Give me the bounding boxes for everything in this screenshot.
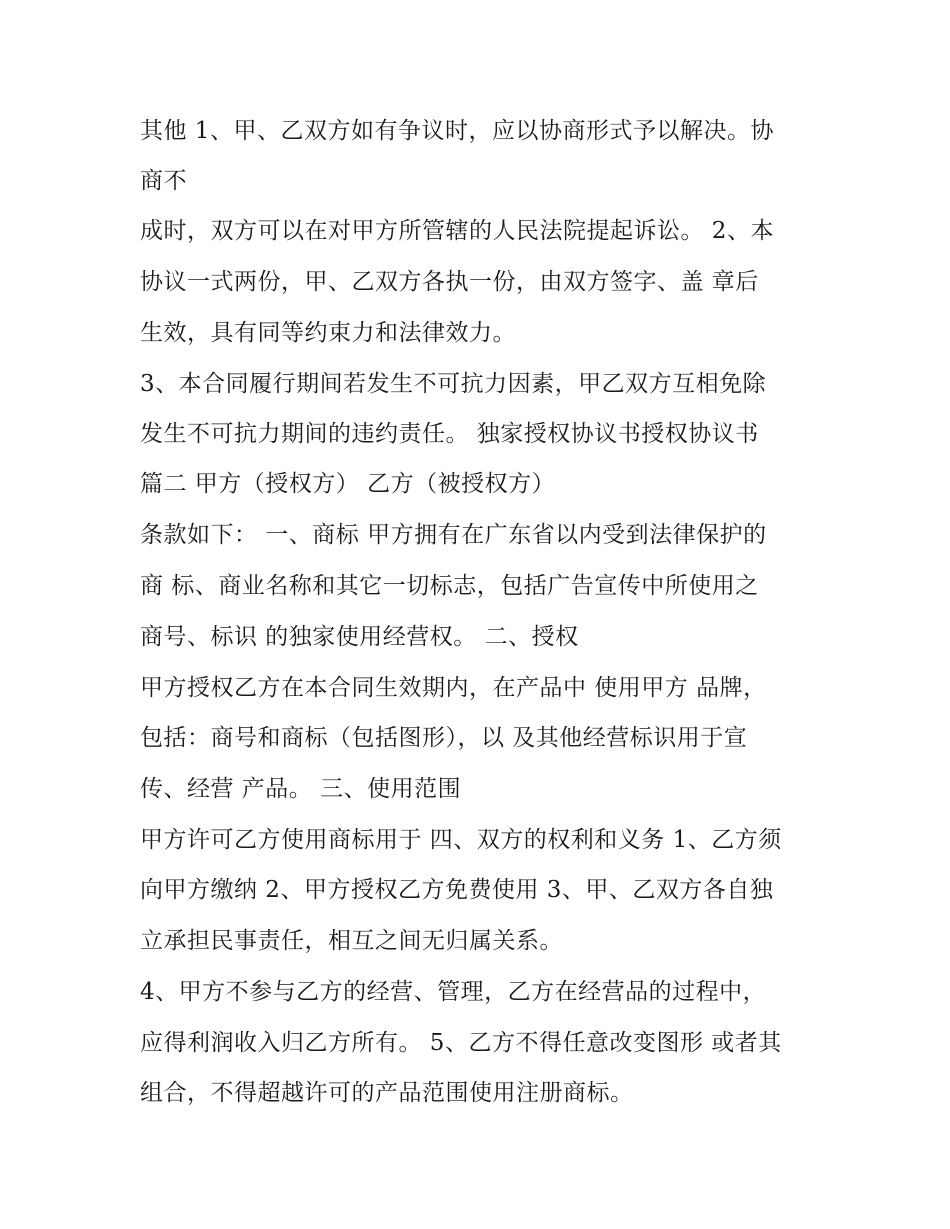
paragraph-line-11: 商号、标识 的独家使用经营权。 二、授权 xyxy=(140,624,579,650)
paragraph-line-4: 协议一式两份，甲、乙双方各执一份，由双方签字、盖 章后 xyxy=(140,269,759,295)
paragraph-line-3: 成时，双方可以在对甲方所管辖的人民法院提起诉讼。 2、本 xyxy=(140,218,774,244)
paragraph-line-17: 立承担民事责任，相互之间无归属关系。 xyxy=(140,928,563,954)
paragraph-line-19: 应得利润收入归乙方所有。 5、乙方不得任意改变图形 或者其 xyxy=(140,1030,782,1056)
paragraph-line-12: 甲方授权乙方在本合同生效期内，在产品中 使用甲方 品牌， xyxy=(140,675,767,701)
paragraph-line-10: 商 标、商业名称和其它一切标志，包括广告宣传中所使用之 xyxy=(140,573,759,599)
paragraph-line-20: 组合，不得超越许可的产品范围使用注册商标。 xyxy=(140,1080,634,1106)
paragraph-line-18: 4、甲方不参与乙方的经营、管理，乙方在经营品的过程中， xyxy=(140,979,767,1005)
paragraph-line-9: 条款如下： 一、商标 甲方拥有在广东省以内受到法律保护的 xyxy=(140,522,767,548)
paragraph-line-16: 向甲方缴纳 2、甲方授权乙方免费使用 3、甲、乙双方各自独 xyxy=(140,877,774,903)
paragraph-line-5: 生效，具有同等约束力和法律效力。 xyxy=(140,320,516,346)
paragraph-line-6: 3、本合同履行期间若发生不可抗力因素，甲乙双方互相免除 xyxy=(140,371,767,397)
paragraph-line-8: 篇二 甲方（授权方） 乙方（被授权方） xyxy=(140,471,556,497)
paragraph-line-13: 包括：商号和商标（包括图形），以 及其他经营标识用于宣 xyxy=(140,725,748,751)
paragraph-line-15: 甲方许可乙方使用商标用于 四、双方的权利和义务 1、乙方须 xyxy=(140,827,782,853)
paragraph-line-14: 传、经营 产品。 三、使用范围 xyxy=(140,776,462,802)
paragraph-line-7: 发生不可抗力期间的违约责任。 独家授权协议书授权协议书 xyxy=(140,421,759,447)
paragraph-line-2: 商不 xyxy=(140,168,187,194)
paragraph-line-1: 其他 1、甲、乙双方如有争议时，应以协商形式予以解决。协 xyxy=(140,118,774,144)
